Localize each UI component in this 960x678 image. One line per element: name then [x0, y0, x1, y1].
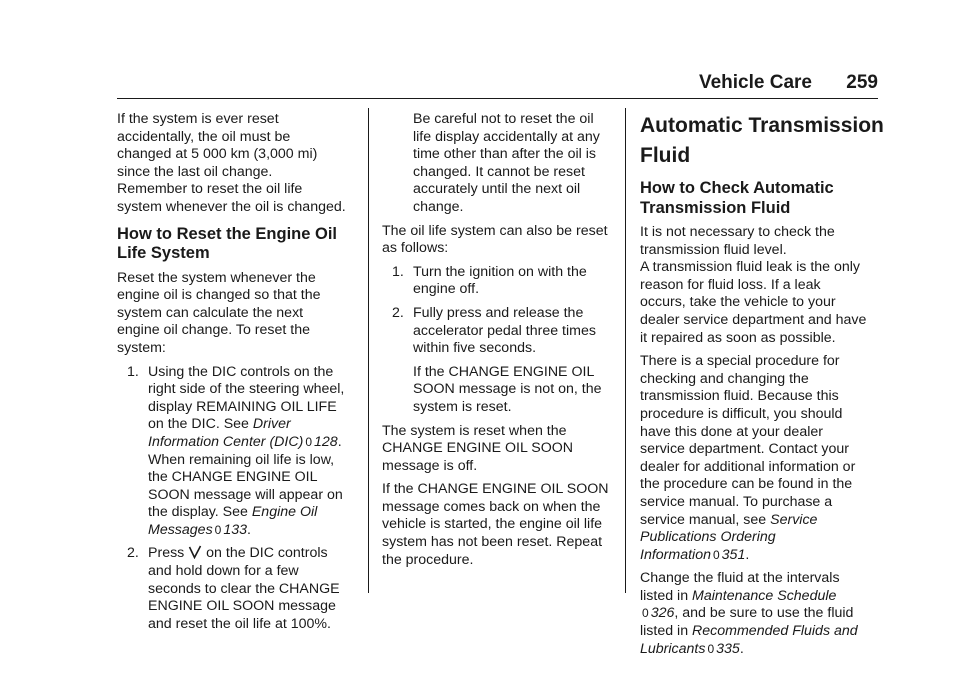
page-reference[interactable]: 335 [716, 640, 740, 657]
page-reference-icon: 0 [305, 434, 313, 449]
column-divider-1 [368, 108, 369, 593]
page-reference-icon: 0 [642, 606, 649, 621]
cross-reference[interactable]: Publications Ordering [640, 529, 776, 546]
column-1 [117, 111, 363, 639]
alt-reset-paragraph: The oil life system can also be reset as follows: [382, 222, 608, 257]
reset-paragraph: Reset the system whenever the engine oil is changed so that the system can calculate the next engine oil change. To reset the system: [117, 269, 321, 356]
page-number: 259 [846, 72, 878, 93]
page-reference-icon: 0 [712, 547, 720, 562]
header-divider [117, 98, 878, 99]
step-1: 1. Using the DIC controls on the right side of the steering wheel, display REMAINING OIL LIFE on the DIC. See Driver Information Center (DIC) 0 128. When remaining oil life is low, the CHANGE ENGINE OIL SOON message will appear on the display. See Engine Oil Messages 0 133. [127, 363, 345, 538]
cross-reference[interactable]: Engine Oil [251, 504, 318, 521]
cross-reference[interactable]: Lubricants [640, 640, 706, 657]
cross-reference[interactable]: Messages [148, 521, 213, 538]
page-reference[interactable]: 351 [721, 546, 746, 563]
intro-paragraph: If the system is ever reset accidentally, the oil must be changed at 5 000 km (3,000 mi) since the last oil change. Remember to reset the oil life system whenever the oil is changed. [117, 111, 346, 215]
alt-step-2-note: If the CHANGE ENGINE OIL SOON message is not on, the system is reset. [413, 363, 602, 415]
cross-reference[interactable]: Driver [252, 416, 291, 433]
reset-oil-life-heading: How to Reset the Engine Oil Life System [117, 224, 338, 263]
fluid-level-paragraph: It is not necessary to check the transmission fluid level. A transmission fluid leak is the only reason for fluid loss. If a leak occurs, take the vehicle to your dealer service department and have it repaired as soon as possible. [640, 224, 867, 346]
step-number: 2. [127, 545, 139, 562]
change-fluid-paragraph: Change the fluid at the intervals listed in Maintenance Schedule 0 326, and be sure to use the fluid listed in Recommended Fluids and Lubricants 0 335. [640, 570, 858, 657]
column-3 [640, 111, 884, 664]
cross-reference[interactable]: Service [770, 511, 818, 528]
step-number: 1. [127, 363, 139, 380]
page-reference[interactable]: 326 [650, 605, 675, 622]
page-reference[interactable]: 133 [223, 521, 248, 538]
step-2: 2. Press on the DIC controls and hold down for a few seconds to clear the CHANGE ENGINE OIL SOON message and reset the oil life at 100%. [127, 545, 340, 632]
section-title: Vehicle Care [698, 72, 812, 93]
cross-reference[interactable]: Information Center (DIC) [148, 433, 304, 450]
cross-reference[interactable]: Information [640, 546, 711, 563]
transmission-fluid-title: Automatic Transmission Fluid [640, 114, 884, 167]
column-divider-2 [625, 108, 626, 593]
page-reference-icon: 0 [214, 522, 222, 537]
step-continuation: Be careful not to reset the oil life display accidentally at any time other than after the oil is changed. It cannot be reset accurately until the next oil change. [413, 111, 600, 215]
alt-step-2: 2. Fully press and release the accelerator pedal three times within five seconds. [392, 304, 596, 357]
check-fluid-heading: How to Check Automatic Transmission Fluid [640, 179, 834, 217]
page-reference-icon: 0 [707, 641, 715, 656]
column-2 [382, 111, 620, 575]
step-number: 2. [392, 304, 404, 321]
checkmark-icon [188, 545, 202, 559]
repeat-procedure-paragraph: If the CHANGE ENGINE OIL SOON message comes back on when the vehicle is started, the engine oil life system has not been reset. Repeat the procedure. [382, 481, 609, 568]
cross-reference[interactable]: Maintenance Schedule [692, 587, 837, 604]
cross-reference[interactable]: Recommended Fluids and [692, 623, 858, 640]
page-reference[interactable]: 128 [314, 433, 338, 450]
step-number: 1. [392, 263, 404, 280]
alt-step-1: 1. Turn the ignition on with the engine off. [392, 263, 587, 298]
reset-complete-paragraph: The system is reset when the CHANGE ENGINE OIL SOON message is off. [382, 422, 574, 474]
special-procedure-paragraph: There is a special procedure for checking and changing the transmission fluid. Because this procedure is difficult, you should have this done at your dealer service department. Contact your dealer for additional information or the procedure can be found in the service manual. To purchase a service manual, see Service Publications Ordering Information 0 351. [640, 353, 856, 563]
